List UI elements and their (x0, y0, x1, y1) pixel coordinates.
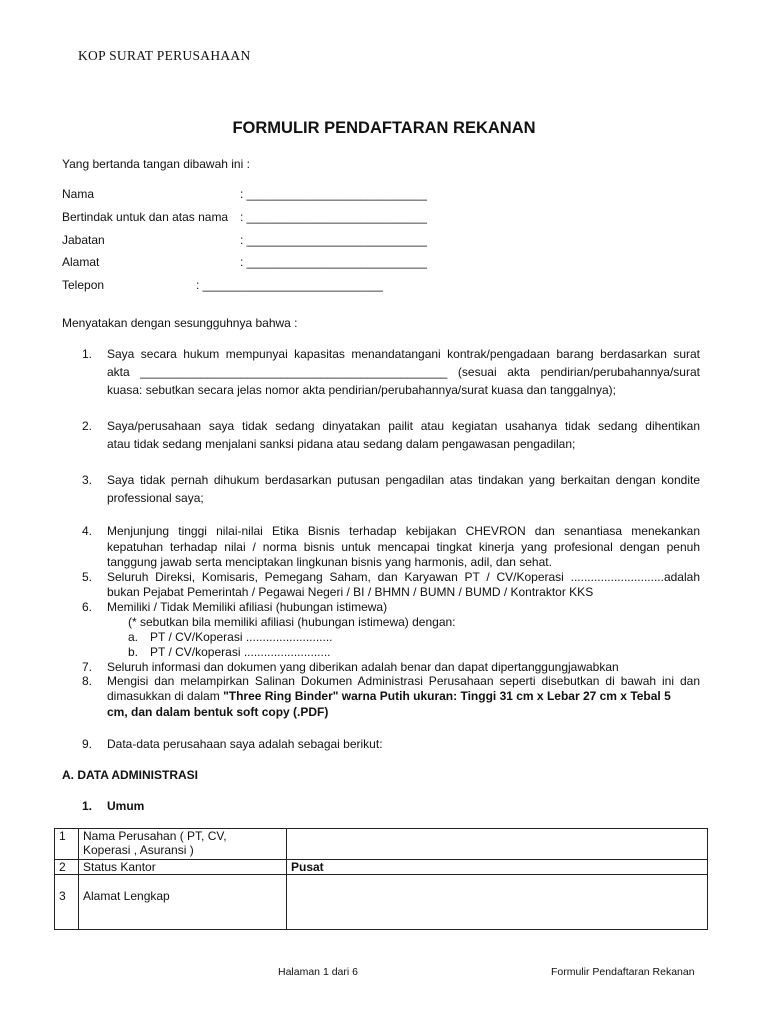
item-6-line-1: Memiliki / Tidak Memiliki afiliasi (hubungan istimewa) (107, 600, 388, 614)
item-1-line-3: kuasa: sebutkan secara jelas nomor akta pendirian/perubahannya/surat kuasa dan tanggalnya); (107, 383, 616, 397)
item-5-line-1: Seluruh Direksi, Komisaris, Pemegang Saham, dan Karyawan PT / CV/Koperasi ............................adalah (107, 570, 700, 584)
item-7-number: 7. (82, 660, 93, 674)
field-line-bertindak: : ___________________________ (240, 210, 427, 224)
item-4-number: 4. (82, 524, 93, 538)
subsection-number: 1. (82, 799, 93, 813)
footer-document-name: Formulir Pendaftaran Rekanan (551, 966, 695, 978)
section-heading-data-administrasi: A. DATA ADMINISTRASI (62, 768, 198, 782)
item-8-line-2-bold: "Three Ring Binder" warna Putih ukuran: Tinggi 31 cm x Lebar 27 cm x Tebal 5 (223, 689, 671, 703)
field-label-nama: Nama (62, 187, 95, 201)
item-6a-number: a. (128, 630, 139, 644)
row-label: Status Kantor (79, 860, 287, 875)
item-3-number: 3. (82, 473, 93, 487)
table-row (55, 860, 708, 875)
row-value[interactable] (287, 829, 708, 860)
item-6a-text: PT / CV/Koperasi .......................... (150, 630, 333, 644)
item-8-line-1: Mengisi dan melampirkan Salinan Dokumen Administrasi Perusahaan seperti disebutkan di bawah ini dan (107, 674, 700, 688)
row-value[interactable]: Pusat (287, 860, 708, 875)
field-label-alamat: Alamat (62, 255, 100, 269)
row-number: 1 (55, 829, 79, 860)
item-2-line-1: Saya/perusahaan saya tidak sedang dinyatakan pailit atau kegiatan usahanya tidak sedang dihentikan (107, 419, 700, 433)
row-number: 2 (55, 860, 79, 875)
item-5-number: 5. (82, 570, 93, 584)
field-line-telepon: : ___________________________ (196, 278, 383, 292)
item-8-number: 8. (82, 674, 93, 688)
statement-intro: Menyatakan dengan sesungguhnya bahwa : (62, 316, 298, 330)
item-6-number: 6. (82, 600, 93, 614)
row-label: Alamat Lengkap (79, 875, 287, 930)
item-7-line-1: Seluruh informasi dan dokumen yang diberikan adalah benar dan dapat dipertanggungjawabkan (107, 660, 619, 674)
field-label-telepon: Telepon (62, 278, 105, 292)
item-2-number: 2. (82, 419, 93, 433)
item-4-line-2: kepatuhan terhadap nilai / norma bisnis untuk mencapai tingkat kinerja yang profesional dengan penuh (107, 540, 700, 554)
row-label-line-1: Nama Perusahan ( PT, CV, (83, 829, 227, 843)
field-line-jabatan: : ___________________________ (240, 233, 427, 247)
field-label-bertindak: Bertindak untuk dan atas nama (62, 210, 229, 224)
letterhead: KOP SURAT PERUSAHAAN (78, 48, 251, 63)
item-4-line-1: Menjunjung tinggi nilai-nilai Etika Bisnis terhadap kebijakan CHEVRON dan senantiasa menekankan (107, 524, 700, 538)
field-line-nama: : ___________________________ (240, 187, 427, 201)
table-row (55, 829, 708, 860)
item-8-line-2-plain: dimasukkan di dalam (107, 689, 224, 703)
item-8-line-2 (107, 689, 671, 703)
table-row (55, 875, 708, 930)
subsection-title: Umum (107, 799, 145, 813)
item-1-number: 1. (82, 347, 93, 361)
intro-text: Yang bertanda tangan dibawah ini : (62, 157, 250, 171)
item-8-line-3: cm, dan dalam bentuk soft copy (.PDF) (107, 705, 329, 719)
item-6-line-2: (* sebutkan bila memiliki afiliasi (hubungan istimewa) dengan: (128, 615, 456, 629)
item-6b-number: b. (128, 645, 139, 659)
item-5-line-2: bukan Pejabat Pemerintah / Pegawai Negeri / BI / BHMN / BUMN / BUMD / Kontraktor KKS (107, 585, 594, 599)
row-number: 3 (55, 875, 79, 930)
field-line-alamat: : ___________________________ (240, 255, 427, 269)
item-4-line-3: tanggung jawab serta menciptakan lingkunan bisnis yang harmonis, adil, dan sehat. (107, 555, 552, 569)
data-table (54, 828, 708, 930)
item-3-line-2: professional saya; (107, 491, 204, 505)
item-9-line-1: Data-data perusahaan saya adalah sebagai berikut: (107, 737, 383, 751)
item-2-line-2: atau tidak sedang menjalani sanksi pidana atau sedang dalam pengawasan pengadilan; (107, 437, 576, 451)
item-1-line-1: Saya secara hukum mempunyai kapasitas menandatangani kontrak/pengadaan barang berdasarkan surat (107, 347, 700, 361)
item-9-number: 9. (82, 737, 93, 751)
row-label-line-2: Koperasi , Asuransi ) (83, 843, 194, 857)
field-label-jabatan: Jabatan (62, 233, 105, 247)
page-title: FORMULIR PENDAFTARAN REKANAN (232, 119, 536, 137)
row-value[interactable] (287, 875, 708, 930)
row-label (79, 829, 287, 860)
item-3-line-1: Saya tidak pernah dihukum berdasarkan putusan pengadilan atas tindakan yang berkaitan dengan kondite (107, 473, 700, 487)
item-6b-text: PT / CV/koperasi .......................... (150, 645, 331, 659)
item-1-line-2: akta ______________________________________________ (sesuai akta pendirian/perubahannya/surat (107, 365, 700, 379)
footer-page-number: Halaman 1 dari 6 (278, 966, 358, 978)
